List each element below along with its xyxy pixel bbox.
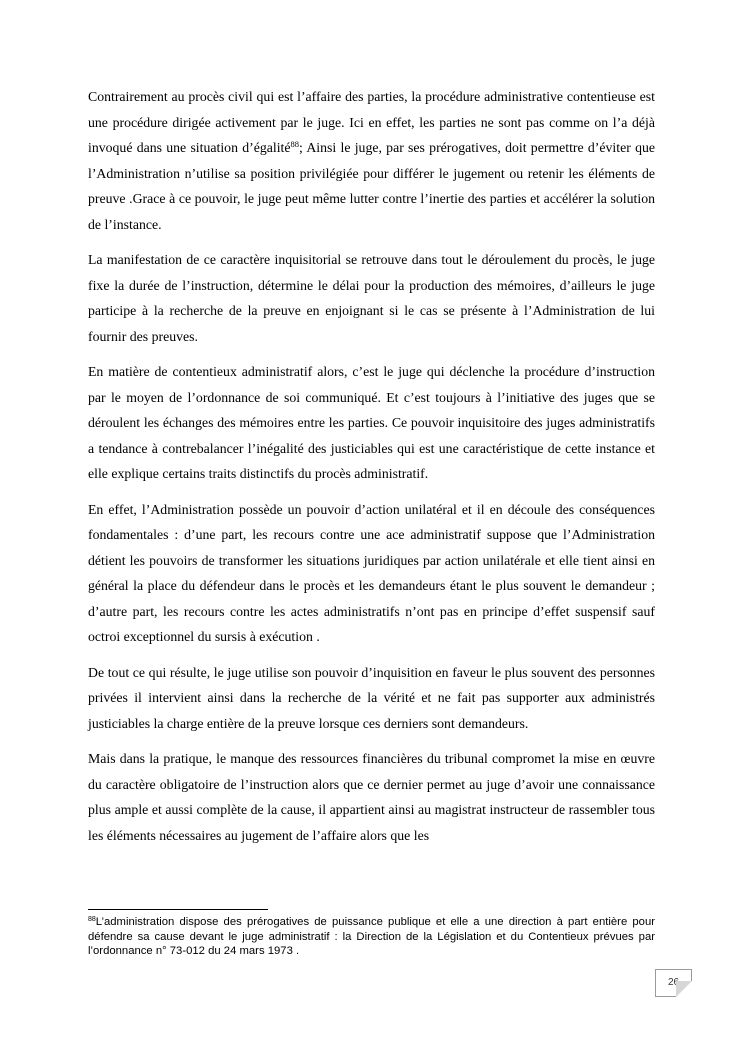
paragraph-1-end: ; Ainsi le juge, par ses prérogatives, doit permettre d’éviter que l’Administration n’utilise sa position privilégiée pour différer le jugement ou retenir les éléments de preuve .Grace à ce pouvoir, le juge peut même lutter contre l’inertie des parties et accélérer la solution de l’instance. xyxy=(88,140,655,232)
footnote-reference[interactable]: 88 xyxy=(290,139,299,149)
footnote-text: L’administration dispose des prérogatives de puissance publique et elle a une direction à part entière pour défendre sa cause devant le juge administratif : la Direction de la Législation et du Contentieux prévues par l’ordonnance n° 73-012 du 24 mars 1973 . xyxy=(88,916,655,957)
paragraph-6: Mais dans la pratique, le manque des ressources financières du tribunal compromet la mise en œuvre du caractère obligatoire de l’instruction alors que ce dernier permet au juge d’avoir une connaissance plus ample et aussi complète de la cause, il appartient ainsi au magistrat instructeur de rassembler tous les éléments nécessaires au jugement de l’affaire alors que les xyxy=(88,751,655,843)
paragraph-5: De tout ce qui résulte, le juge utilise son pouvoir d’inquisition en faveur le plus souvent des personnes privées il intervient ainsi dans la recherche de la vérité et ne fait pas supporter aux administrés justiciables la charge entière de la preuve lorsque ces derniers sont demandeurs. xyxy=(88,664,655,731)
footnote-marker: 88 xyxy=(88,916,96,923)
footnote-separator xyxy=(88,909,268,910)
paragraph-3: En matière de contentieux administratif alors, c’est le juge qui déclenche la procédure d’instruction par le moyen de l’ordonnance de soi communiqué. Et c’est toujours à l’initiative des juges que se déroulent les échanges des mémoires entre les parties. Ce pouvoir inquisitoire des juges administratifs a tendance à contrebalancer l’inégalité des justiciables qui est une caractéristique de cette instance et elle explique certains traits distinctifs du procès administratif. xyxy=(88,364,655,481)
page-number: 26 xyxy=(667,977,680,988)
body-text xyxy=(88,84,655,858)
paragraph-4: En effet, l’Administration possède un pouvoir d’action unilatéral et il en découle des conséquences fondamentales : d’une part, les recours contre une ace administratif suppose que l’Administration détient les pouvoirs de transformer les situations juridiques par action unilatérale et elle tient ainsi en général la place du défendeur dans le procès et les demandeurs étant le plus souvent le demandeur ; d’autre part, les recours contre les actes administratifs n’ont pas en principe d’effet suspensif sauf octroi exceptionnel du sursis à exécution . xyxy=(88,501,655,644)
page-curl-icon xyxy=(676,981,692,997)
paragraph-1-start: Contrairement au procès civil qui est l’affaire des parties, la procédure administrative contentieuse est une procédure dirigée activement par le juge. Ici en effet, les parties ne sont pas comme on l’a déjà invoqué dans une situation d’égalité xyxy=(88,89,655,155)
footnote xyxy=(88,915,655,959)
paragraph-1 xyxy=(88,84,655,237)
page-number-box xyxy=(655,969,692,997)
paragraph-2: La manifestation de ce caractère inquisitorial se retrouve dans tout le déroulement du procès, le juge fixe la durée de l’instruction, détermine le délai pour la production des mémoires, d’ailleurs le juge participe à la recherche de la preuve en enjoignant si le cas se présente à l’Administration de lui fournir des preuves. xyxy=(88,252,655,344)
